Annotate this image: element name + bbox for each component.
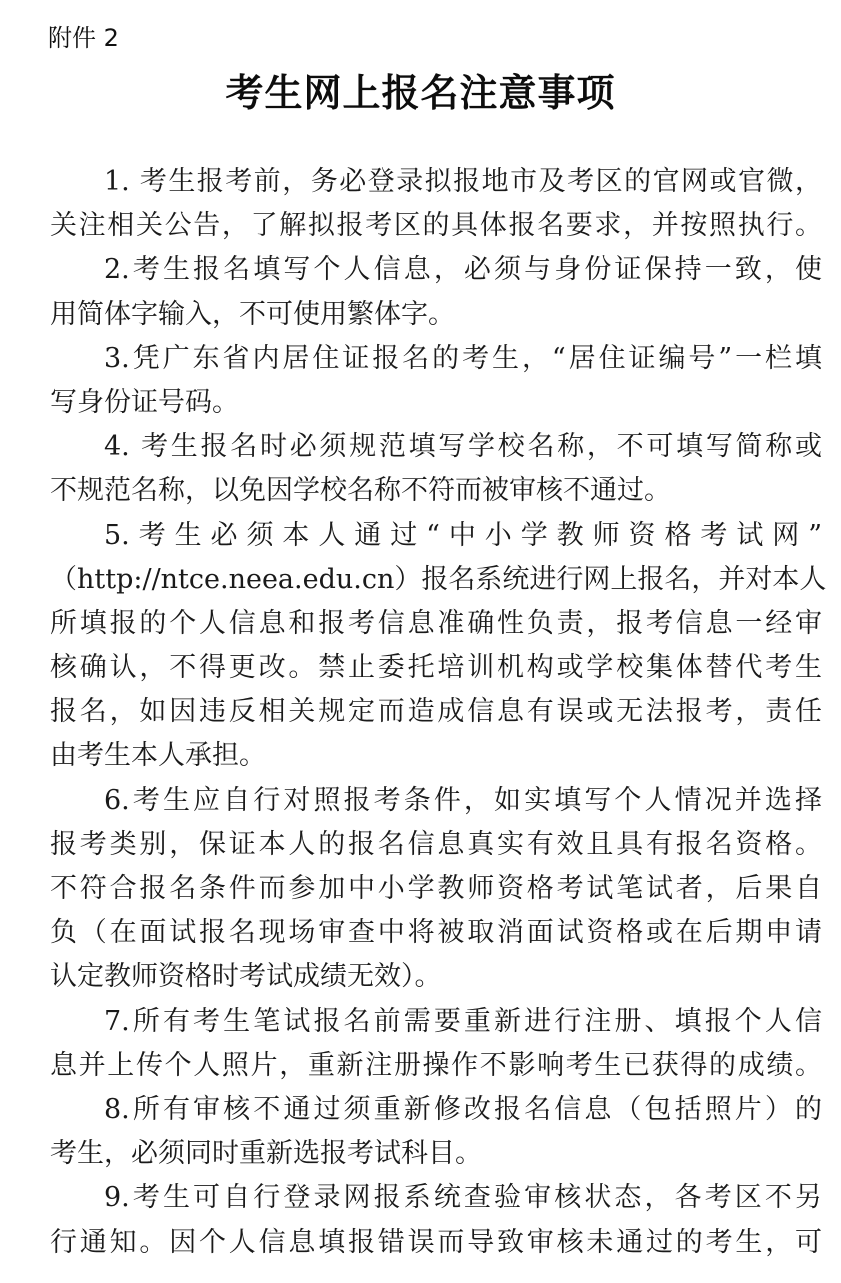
paragraph-line: 核确认，不得更改。禁止委托培训机构或学校集体替代考生 — [50, 652, 822, 684]
paragraph-line: 报名，如因违反相关规定而造成信息有误或无法报考，责任 — [50, 696, 822, 728]
paragraph-line: 6.考生应自行对照报考条件，如实填写个人情况并选择 — [104, 784, 822, 816]
paragraph-line: 息并上传个人照片，重新注册操作不影响考生已获得的成绩。 — [50, 1049, 822, 1081]
attachment-label: 附件 2 — [48, 24, 119, 52]
notice-item-3 — [50, 337, 822, 425]
paragraph-line: 不规范名称，以免因学校名称不符而被审核不通过。 — [50, 475, 671, 507]
paragraph-line: 行通知。因个人信息填报错误而导致审核未通过的考生，可 — [50, 1226, 822, 1258]
paragraph-line: 写身份证号码。 — [50, 386, 239, 418]
paragraph-line: 8.所有审核不通过须重新修改报名信息（包括照片）的 — [104, 1093, 822, 1125]
paragraph-line: 1. 考生报考前，务必登录拟报地市及考区的官网或官微， — [104, 166, 822, 197]
notice-item-9 — [50, 1176, 822, 1264]
paragraph-line: 用简体字输入，不可使用繁体字。 — [50, 298, 455, 330]
paragraph-line: 4. 考生报名时必须规范填写学校名称，不可填写简称或 — [104, 431, 822, 463]
notice-item-5 — [50, 514, 827, 779]
paragraph-line: 7.所有考生笔试报名前需要重新进行注册、填报个人信 — [104, 1005, 822, 1037]
paragraph-line: 报考类别，保证本人的报名信息真实有效且具有报名资格。 — [50, 828, 822, 860]
notice-item-2 — [50, 248, 822, 336]
paragraph-line: 认定教师资格时考试成绩无效）。 — [50, 961, 442, 993]
document-body — [50, 160, 827, 1265]
paragraph-line: 所填报的个人信息和报考信息准确性负责，报考信息一经审 — [50, 607, 822, 639]
paragraph-line: 负（在面试报名现场审查中将被取消面试资格或在后期申请 — [50, 917, 822, 949]
paragraph-line: 关注相关公告，了解拟报考区的具体报名要求，并按照执行。 — [50, 210, 822, 242]
notice-item-1 — [50, 160, 822, 248]
paragraph-line: 9.考生可自行登录网报系统查验审核状态，各考区不另 — [104, 1182, 822, 1214]
paragraph-line: 3.凭广东省内居住证报名的考生，“居住证编号”一栏填 — [104, 342, 822, 374]
paragraph-line: 5.考生必须本人通过“中小学教师资格考试网” — [104, 519, 822, 551]
paragraph-line: 由考生本人承担。 — [50, 740, 266, 772]
notice-item-4 — [50, 425, 822, 513]
notice-item-8 — [50, 1088, 822, 1176]
paragraph-line: （http://ntce.neea.edu.cn）报名系统进行网上报名，并对本人 — [50, 563, 827, 595]
notice-item-7 — [50, 1000, 822, 1088]
paragraph-line: 2.考生报名填写个人信息，必须与身份证保持一致，使 — [104, 254, 822, 286]
paragraph-line: 不符合报名条件而参加中小学教师资格考试笔试者，后果自 — [50, 873, 822, 904]
paragraph-line: 考生，必须同时重新选报考试科目。 — [50, 1138, 482, 1170]
document-title: 考生网上报名注意事项 — [225, 70, 616, 115]
notice-item-6 — [50, 779, 822, 1000]
